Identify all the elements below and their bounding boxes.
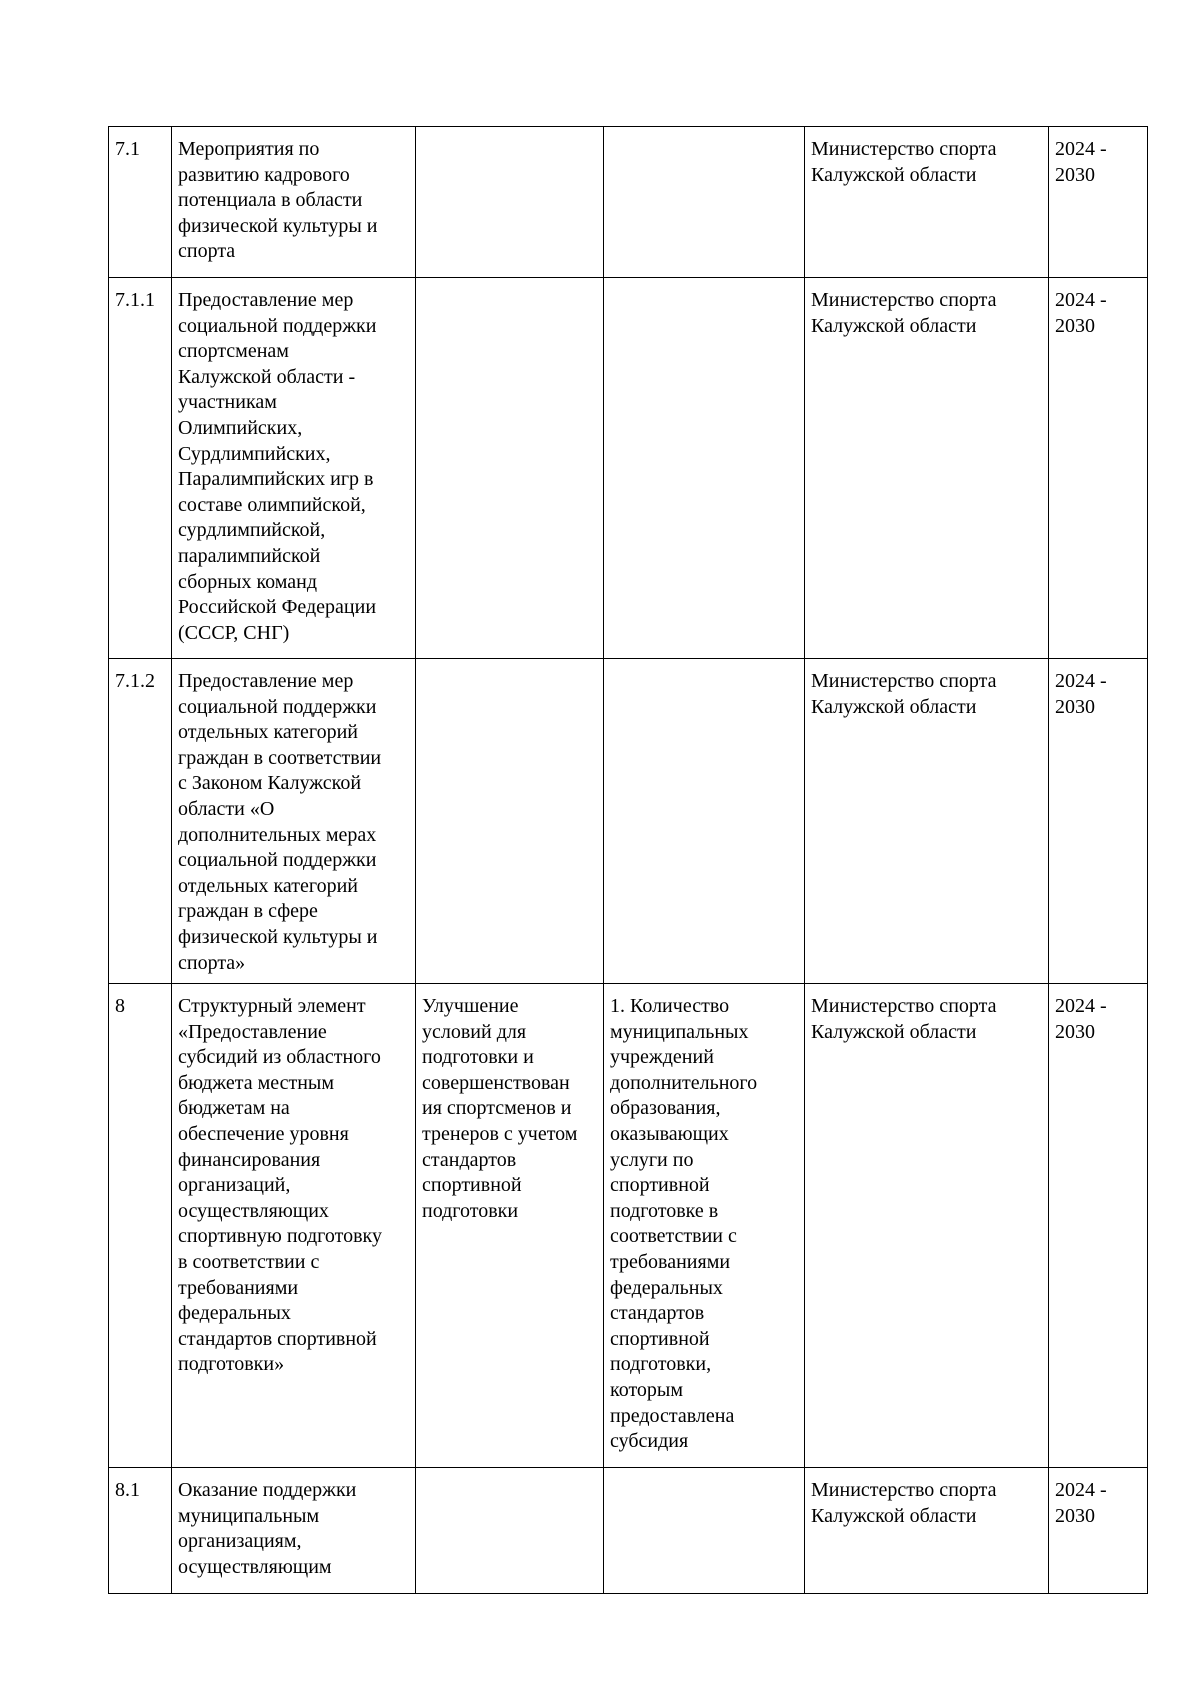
table-row [109, 127, 1148, 278]
task-cell: Улучшение условий для подготовки и совершенствован ия спортсменов и тренеров с учетом стандартов спортивной подготовки [416, 984, 604, 1468]
period-cell: 2024 - 2030 [1049, 127, 1148, 278]
item-number-cell: 7.1.2 [109, 659, 172, 984]
period-cell: 2024 - 2030 [1049, 659, 1148, 984]
indicator-cell [604, 1468, 805, 1594]
task-cell [416, 1468, 604, 1594]
responsible-cell: Министерство спорта Калужской области [805, 278, 1049, 659]
table-row [109, 1468, 1148, 1594]
item-name-cell: Мероприятия по развитию кадрового потенциала в области физической культуры и спорта [172, 127, 416, 278]
item-number-cell: 8 [109, 984, 172, 1468]
item-number-cell: 8.1 [109, 1468, 172, 1594]
responsible-cell: Министерство спорта Калужской области [805, 984, 1049, 1468]
task-cell [416, 127, 604, 278]
table-row [109, 278, 1148, 659]
responsible-cell: Министерство спорта Калужской области [805, 1468, 1049, 1594]
task-cell [416, 659, 604, 984]
program-table [108, 126, 1148, 1594]
period-cell: 2024 - 2030 [1049, 278, 1148, 659]
indicator-cell [604, 659, 805, 984]
task-cell [416, 278, 604, 659]
item-name-cell: Предоставление мер социальной поддержки отдельных категорий граждан в соответствии с Законом Калужской области «О дополнительных мерах социальной поддержки отдельных категорий граждан в сфере физической культуры и спорта» [172, 659, 416, 984]
responsible-cell: Министерство спорта Калужской области [805, 127, 1049, 278]
item-name-cell: Предоставление мер социальной поддержки спортсменам Калужской области - участникам Олимпийских, Сурдлимпийских, Паралимпийских игр в составе олимпийской, сурдлимпийской, паралимпийской сборных команд Российской Федерации (СССР, СНГ) [172, 278, 416, 659]
responsible-cell: Министерство спорта Калужской области [805, 659, 1049, 984]
item-number-cell: 7.1 [109, 127, 172, 278]
indicator-cell [604, 127, 805, 278]
item-name-cell: Оказание поддержки муниципальным организациям, осуществляющим [172, 1468, 416, 1594]
period-cell: 2024 - 2030 [1049, 984, 1148, 1468]
item-name-cell: Структурный элемент «Предоставление субсидий из областного бюджета местным бюджетам на обеспечение уровня финансирования организаций, осуществляющих спортивную подготовку в соответствии с требованиями федеральных стандартов спортивной подготовки» [172, 984, 416, 1468]
period-cell: 2024 - 2030 [1049, 1468, 1148, 1594]
indicator-cell [604, 278, 805, 659]
table-row [109, 984, 1148, 1468]
table-row [109, 659, 1148, 984]
indicator-cell: 1. Количество муниципальных учреждений дополнительного образования, оказывающих услуги по спортивной подготовке в соответствии с требованиями федеральных стандартов спортивной подготовки, которым предоставлена субсидия [604, 984, 805, 1468]
item-number-cell: 7.1.1 [109, 278, 172, 659]
